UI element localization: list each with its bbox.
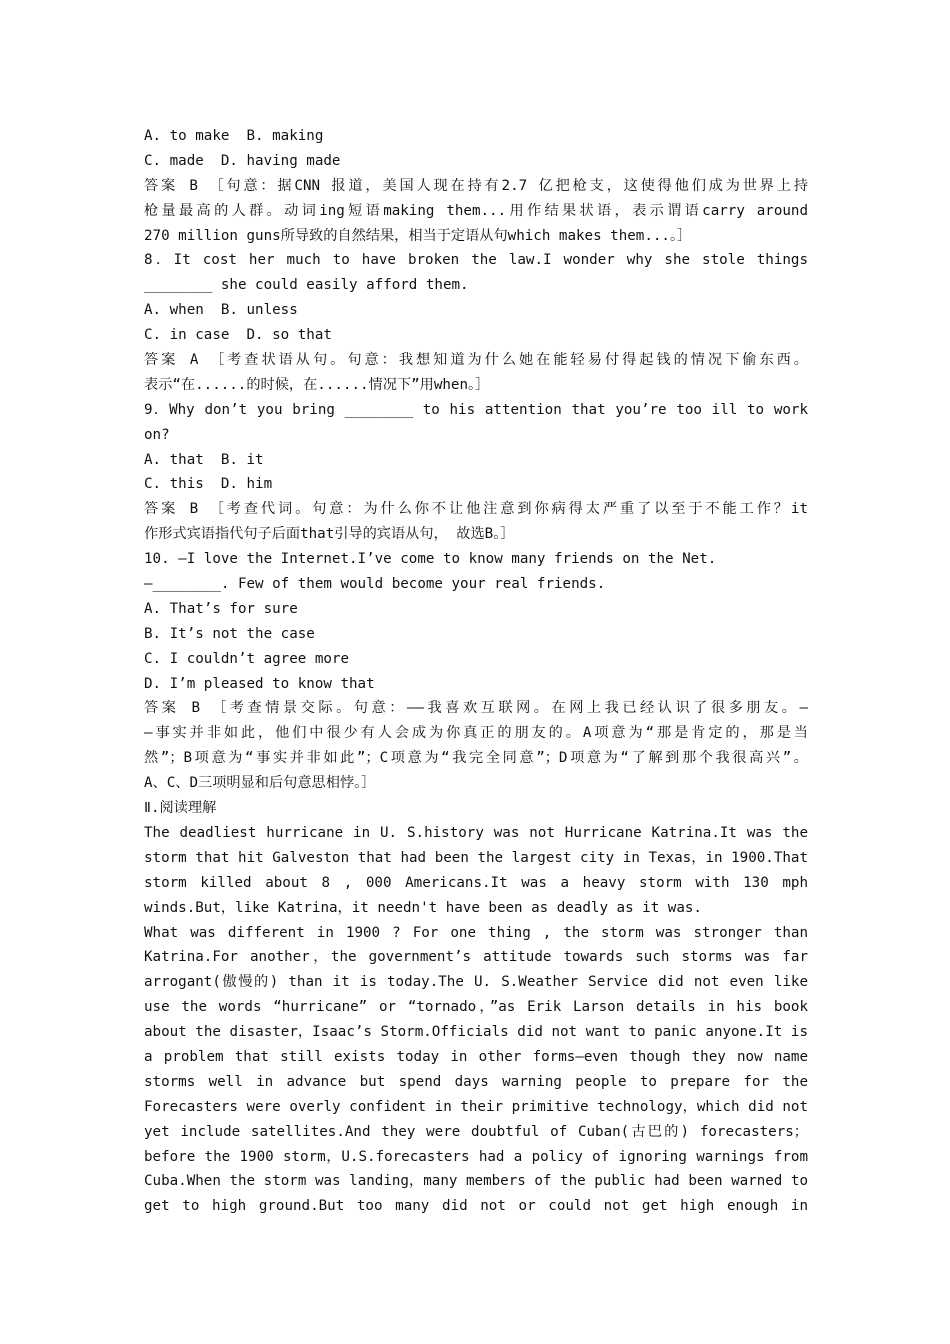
text-line: 答案 B ［考查代词。句意：为什么你不让他注意到你病得太严重了以至于不能工作？it [144,501,808,518]
text-line: B. It’s not the case [144,625,315,642]
text-line: Cuba.When the storm was landing，many members of the public had been warned to [144,1173,808,1190]
text-line: a problem that still exists today in other forms—even though they now name [144,1048,808,1065]
text-line: 答案 B ［考查情景交际。句意：——我喜欢互联网。在网上我已经认识了很多朋友。— [144,700,808,717]
text-line: 8．It cost her much to have broken the law.I wonder why she stole things [144,252,808,269]
text-line: —________. Few of them would become your real friends. [144,576,606,593]
text-line: on? [144,426,170,443]
text-line: What was different in 1900 ? For one thing , the storm was stronger than [144,924,808,941]
text-line: about the disaster，Isaac’s Storm.Officials did not want to panic anyone.It is [144,1024,808,1041]
text-line: A. that B. it [144,451,264,468]
text-line: C. in case D. so that [144,327,332,344]
text-line: The deadliest hurricane in U. S.history was not Hurricane Katrina.It was the [144,824,808,841]
text-line: 答案 B ［句意：据CNN 报道，美国人现在持有2.7 亿把枪支，这使得他们成为世界上持 [144,177,808,194]
text-line: 答案 A ［考查状语从句。句意：我想知道为什么她在能轻易付得起钱的情况下偷东西。 [144,352,808,369]
document-page [144,124,808,1219]
text-line: before the 1900 storm，U.S.forecasters had a policy of ignoring warnings from [144,1148,808,1165]
text-line: A. That’s for sure [144,600,298,617]
text-line: C. made D. having made [144,152,341,169]
text-line: C. this D. him [144,476,273,493]
text-line: A. to make B. making [144,128,324,144]
text-line: Katrina.For another，the government’s attitude towards such storms was far [144,949,808,966]
text-line: 然”；B项意为“事实并非如此”；C项意为“我完全同意”；D项意为“了解到那个我很高兴”。 [144,750,808,767]
text-line: A、C、D三项明显和后句意思相悖。］ [144,775,376,792]
text-line: storm killed about 8 , 000 Americans.It was a heavy storm with 130 mph [144,874,808,891]
text-line: Ⅱ.阅读理解 [144,800,217,817]
text-line: 9．Why don’t you bring ________ to his attention that you’re too ill to work [144,401,808,418]
text-line: yet include satellites.And they were doubtful of Cuban(古巴的) forecasters； [144,1123,808,1140]
text-line: 作形式宾语指代句子后面that引导的宾语从句， 故选B。］ [144,526,515,543]
text-line: A. when B. unless [144,302,298,319]
text-line: 270 million guns所导致的自然结果，相当于定语从句which makes them...。］ [144,227,692,244]
text-line: C. I couldn’t agree more [144,650,349,667]
text-line: Forecasters were overly confident in their primitive technology，which did not [144,1098,808,1115]
text-line: arrogant(傲慢的) than it is today.The U. S.Weather Service did not even like [144,974,808,991]
text-line: ________ she could easily afford them. [144,277,469,294]
text-line: 表示“在......的时候，在......情况下”用when。］ [144,376,490,393]
text-line: use the words “hurricane” or “tornado，”as Erik Larson details in his book [144,999,808,1016]
text-line: get to high ground.But too many did not or could not get high enough in [144,1198,808,1215]
text-line: —事实并非如此，他们中很少有人会成为你真正的朋友的。A项意为“那是肯定的，那是当 [144,725,808,742]
text-line: 10. —I love the Internet.I’ve come to know many friends on the Net. [144,551,717,568]
text-line: 枪量最高的人群。动词ing短语making them...用作结果状语，表示谓语carry around [144,202,808,219]
text-line: winds.But，like Katrina，it needn't have been as deadly as it was. [144,899,702,916]
text-line: storm that hit Galveston that had been the largest city in Texas，in 1900.That [144,849,808,866]
text-line: D. I’m pleased to know that [144,675,375,692]
text-line: storms well in advance but spend days warning people to prepare for the [144,1073,808,1090]
